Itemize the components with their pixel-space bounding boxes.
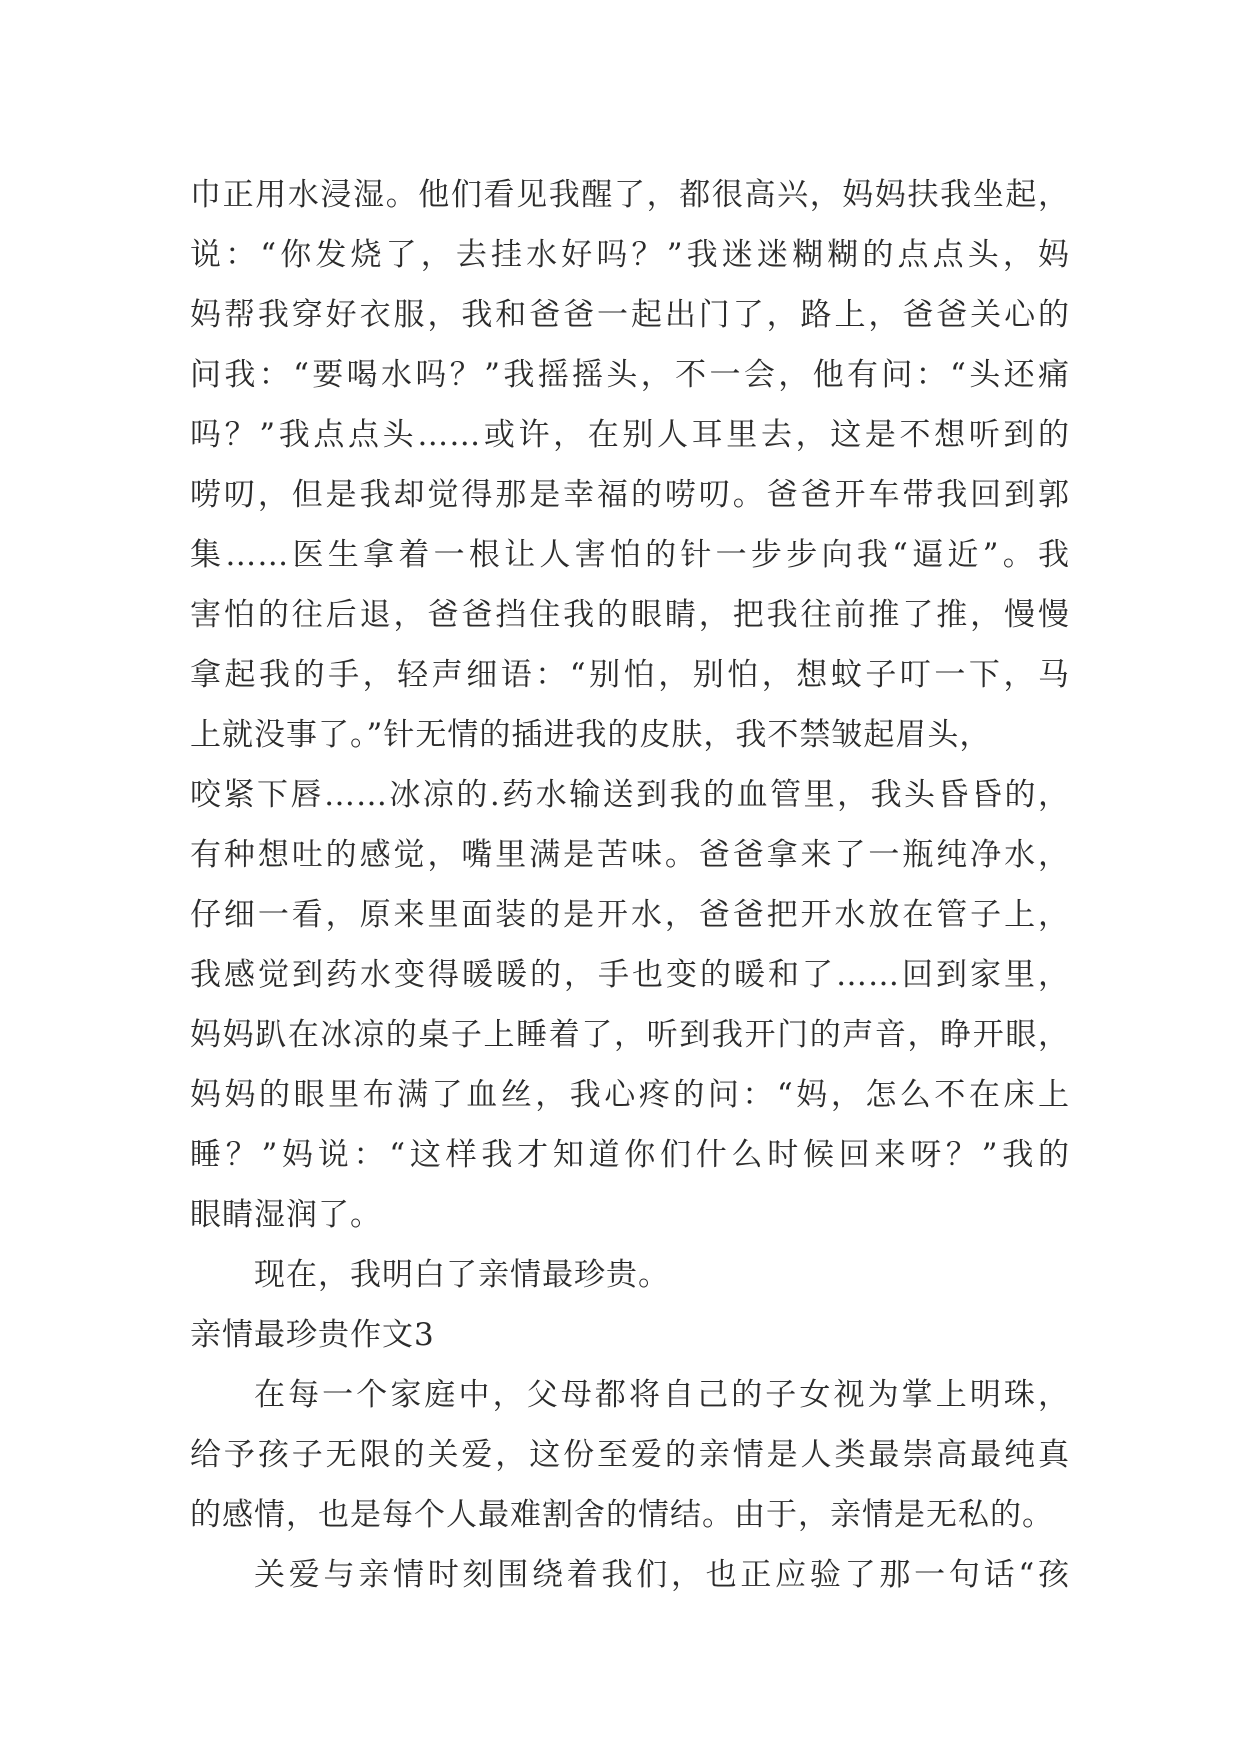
text-line: 给予孩子无限的关爱，这份至爱的亲情是人类最崇高最纯真 (190, 1437, 1070, 1473)
document-body (190, 165, 1070, 1605)
paragraph-2: 现在，我明白了亲情最珍贵。 (254, 1257, 670, 1293)
text-line: 眼睛湿润了。 (190, 1197, 382, 1233)
text-line: 吗？”我点点头……或许，在别人耳里去，这是不想听到的 (190, 417, 1070, 453)
text-line: 唠叨，但是我却觉得那是幸福的唠叨。爸爸开车带我回到郭 (190, 477, 1070, 513)
text-line: 问我：“要喝水吗？”我摇摇头，不一会，他有问：“头还痛 (190, 357, 1070, 393)
text-line: 拿起我的手，轻声细语：“别怕，别怕，想蚊子叮一下，马 (190, 657, 1070, 693)
text-line: 集……医生拿着一根让人害怕的针一步步向我“逼近”。我 (190, 537, 1070, 573)
text-line: 有种想吐的感觉，嘴里满是苦味。爸爸拿来了一瓶纯净水， (190, 837, 1070, 873)
text-line: 咬紧下唇……冰凉的.药水输送到我的血管里，我头昏昏的， (190, 777, 1070, 813)
paragraph-3 (190, 1365, 1070, 1545)
text-line: 睡？”妈说：“这样我才知道你们什么时候回来呀？”我的 (190, 1137, 1070, 1173)
section-heading: 亲情最珍贵作文3 (190, 1317, 435, 1353)
paragraph-4: 关爱与亲情时刻围绕着我们，也正应验了那一句话“孩 (254, 1557, 1070, 1593)
text-line: 说：“你发烧了，去挂水好吗？”我迷迷糊糊的点点头，妈 (190, 237, 1070, 273)
text-line: 我感觉到药水变得暖暖的，手也变的暖和了……回到家里， (190, 957, 1070, 993)
text-line: 上就没事了。”针无情的插进我的皮肤，我不禁皱起眉头， (190, 717, 992, 753)
text-line: 巾正用水浸湿。他们看见我醒了，都很高兴，妈妈扶我坐起， (190, 177, 1070, 213)
text-line: 妈帮我穿好衣服，我和爸爸一起出门了，路上，爸爸关心的 (190, 297, 1070, 333)
text-line: 害怕的往后退，爸爸挡住我的眼睛，把我往前推了推，慢慢 (190, 597, 1070, 633)
paragraph-1 (190, 165, 1070, 1245)
text-line: 的感情，也是每个人最难割舍的情结。由于，亲情是无私的。 (190, 1497, 1054, 1533)
text-line: 在每一个家庭中，父母都将自己的子女视为掌上明珠， (254, 1377, 1070, 1413)
text-line: 妈妈的眼里布满了血丝，我心疼的问：“妈，怎么不在床上 (190, 1077, 1070, 1113)
text-line: 妈妈趴在冰凉的桌子上睡着了，听到我开门的声音，睁开眼， (190, 1017, 1070, 1053)
text-line: 仔细一看，原来里面装的是开水，爸爸把开水放在管子上， (190, 897, 1070, 933)
